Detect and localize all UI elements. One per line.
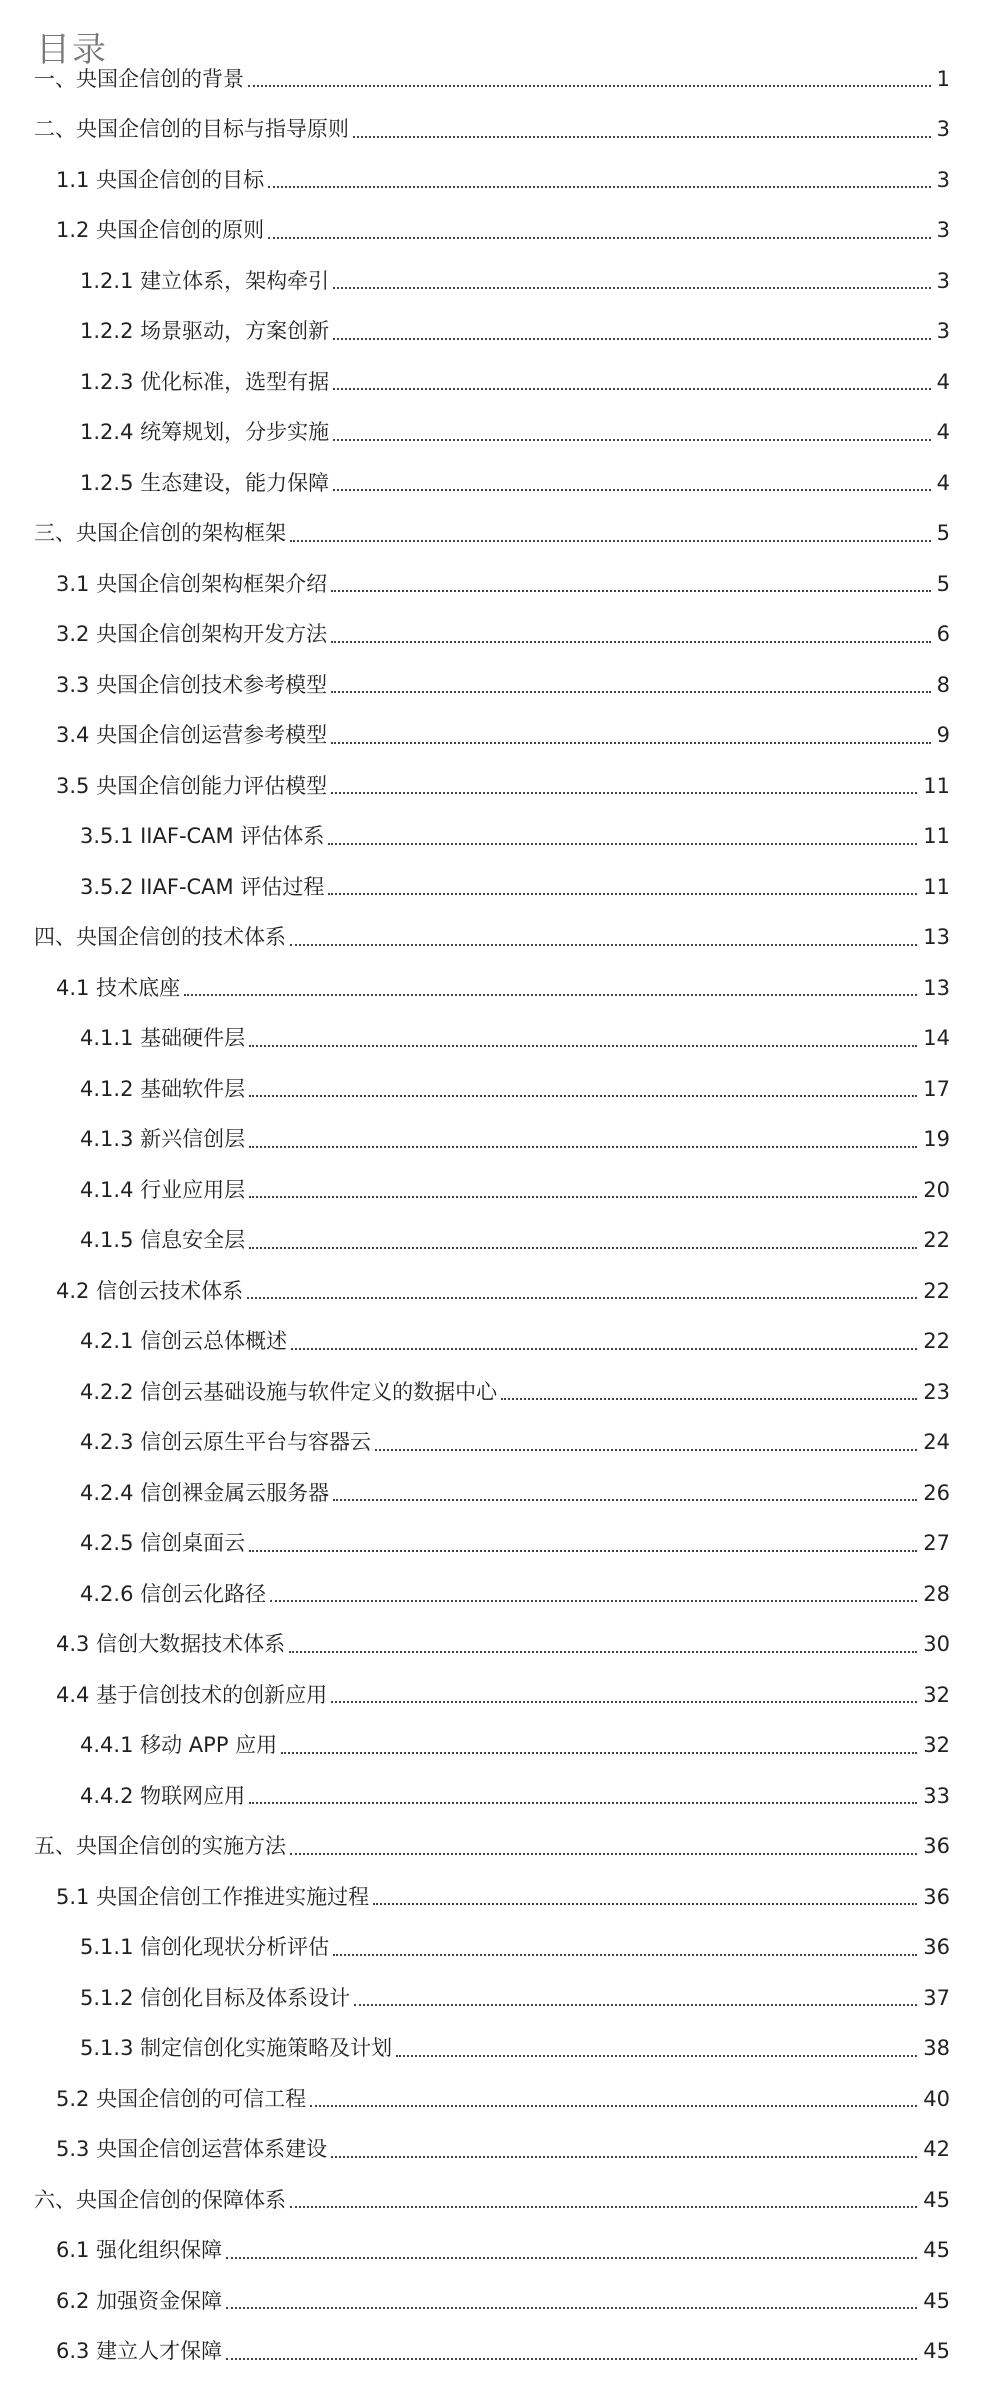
toc-entry[interactable] xyxy=(0,2074,982,2125)
toc-entry-title: 4.1.2 基础软件层 xyxy=(80,1076,246,1101)
toc-leader-dots xyxy=(270,1600,917,1602)
toc-leader-dots xyxy=(328,893,917,895)
toc-leader-dots xyxy=(290,2206,917,2208)
toc-leader-dots xyxy=(226,2358,917,2360)
toc-entry-title: 3.2 央国企信创架构开发方法 xyxy=(56,622,328,647)
toc-entry[interactable] xyxy=(0,1418,982,1469)
toc-entry[interactable] xyxy=(0,408,982,459)
toc-entry[interactable] xyxy=(0,2327,982,2378)
toc-page-number: 5 xyxy=(936,571,950,596)
toc-entry-title: 3.1 央国企信创架构框架介绍 xyxy=(56,571,328,596)
toc-leader-dots xyxy=(333,1954,917,1956)
toc-entry-title: 三、央国企信创的架构框架 xyxy=(34,521,286,546)
toc-page-number: 8 xyxy=(936,672,950,697)
toc-entry[interactable] xyxy=(0,2276,982,2327)
toc-page-number: 36 xyxy=(923,1834,950,1859)
toc-entry-title: 二、央国企信创的目标与指导原则 xyxy=(34,117,349,142)
toc-leader-dots xyxy=(249,1045,917,1047)
toc-leader-dots xyxy=(249,1196,917,1198)
toc-page-number: 3 xyxy=(936,218,950,243)
toc-entry-title: 五、央国企信创的实施方法 xyxy=(34,1834,286,1859)
toc-entry[interactable] xyxy=(0,761,982,812)
toc-leader-dots xyxy=(354,2004,917,2006)
toc-entry[interactable] xyxy=(0,1771,982,1822)
toc-page-number: 13 xyxy=(923,975,950,1000)
toc-leader-dots xyxy=(249,1146,917,1148)
toc-leader-dots xyxy=(290,944,917,946)
toc-leader-dots xyxy=(226,2257,917,2259)
toc-entry-title: 4.1.5 信息安全层 xyxy=(80,1228,246,1253)
toc-entry[interactable] xyxy=(0,1266,982,1317)
toc-page-number: 5 xyxy=(936,521,950,546)
toc-entry-title: 4.1.1 基础硬件层 xyxy=(80,1026,246,1051)
toc-entry-title: 4.2.3 信创云原生平台与容器云 xyxy=(80,1430,372,1455)
toc-entry-title: 4.2.5 信创桌面云 xyxy=(80,1531,246,1556)
toc-entry[interactable] xyxy=(0,1115,982,1166)
toc-page-number: 6 xyxy=(936,622,950,647)
toc-leader-dots xyxy=(333,338,931,340)
toc-entry-title: 3.4 央国企信创运营参考模型 xyxy=(56,723,328,748)
toc-page-number: 32 xyxy=(923,1733,950,1758)
toc-leader-dots xyxy=(291,1348,917,1350)
toc-page-number: 4 xyxy=(936,369,950,394)
toc-entry-title: 1.2 央国企信创的原则 xyxy=(56,218,265,243)
toc-entry-title: 5.1 央国企信创工作推进实施过程 xyxy=(56,1884,370,1909)
toc-page-number: 36 xyxy=(923,1935,950,1960)
toc-entry-title: 4.1 技术底座 xyxy=(56,975,181,1000)
toc-leader-dots xyxy=(375,1449,917,1451)
toc-entry[interactable] xyxy=(0,913,982,964)
toc-entry[interactable] xyxy=(0,1317,982,1368)
toc-entry-title: 4.1.3 新兴信创层 xyxy=(80,1127,246,1152)
toc-page-number: 11 xyxy=(923,824,950,849)
toc-page-number: 27 xyxy=(923,1531,950,1556)
toc-entry[interactable] xyxy=(0,2175,982,2226)
toc-leader-dots xyxy=(289,1651,917,1653)
toc-leader-dots xyxy=(290,540,931,542)
toc-entry-title: 5.2 央国企信创的可信工程 xyxy=(56,2086,307,2111)
toc-entry[interactable] xyxy=(0,54,982,105)
toc-list xyxy=(0,54,982,2377)
toc-entry[interactable] xyxy=(0,1569,982,1620)
toc-entry-title: 5.3 央国企信创运营体系建设 xyxy=(56,2137,328,2162)
toc-title: 目录 xyxy=(36,30,108,70)
toc-entry[interactable] xyxy=(0,862,982,913)
toc-page-number: 32 xyxy=(923,1682,950,1707)
toc-entry[interactable] xyxy=(0,2226,982,2277)
toc-entry[interactable] xyxy=(0,1014,982,1065)
toc-entry-title: 4.2.4 信创裸金属云服务器 xyxy=(80,1480,330,1505)
toc-page-number: 11 xyxy=(923,874,950,899)
toc-page-number: 19 xyxy=(923,1127,950,1152)
toc-page-number: 37 xyxy=(923,1985,950,2010)
toc-leader-dots xyxy=(373,1903,917,1905)
toc-entry-title: 3.3 央国企信创技术参考模型 xyxy=(56,672,328,697)
toc-page-number: 22 xyxy=(923,1329,950,1354)
toc-leader-dots xyxy=(333,489,931,491)
toc-entry[interactable] xyxy=(0,2024,982,2075)
toc-entry-title: 一、央国企信创的背景 xyxy=(34,66,244,91)
toc-entry-title: 4.4.1 移动 APP 应用 xyxy=(80,1733,278,1758)
toc-entry[interactable] xyxy=(0,1367,982,1418)
toc-leader-dots xyxy=(328,843,917,845)
toc-page-number: 38 xyxy=(923,2036,950,2061)
toc-leader-dots xyxy=(333,287,931,289)
toc-page-number: 1 xyxy=(936,66,950,91)
toc-page-number: 26 xyxy=(923,1480,950,1505)
toc-entry[interactable] xyxy=(0,1519,982,1570)
toc-entry[interactable] xyxy=(0,711,982,762)
toc-leader-dots xyxy=(310,2105,917,2107)
toc-page-number: 14 xyxy=(923,1026,950,1051)
toc-entry[interactable] xyxy=(0,509,982,560)
toc-entry-title: 4.2.6 信创云化路径 xyxy=(80,1581,267,1606)
toc-leader-dots xyxy=(396,2055,917,2057)
toc-page-number: 3 xyxy=(936,268,950,293)
toc-entry[interactable] xyxy=(0,357,982,408)
toc-leader-dots xyxy=(248,85,931,87)
toc-entry[interactable] xyxy=(0,1923,982,1974)
toc-entry-title: 六、央国企信创的保障体系 xyxy=(34,2187,286,2212)
toc-entry-title: 1.2.4 统筹规划，分步实施 xyxy=(80,420,330,445)
toc-page-number: 45 xyxy=(923,2238,950,2263)
toc-entry[interactable] xyxy=(0,2125,982,2176)
toc-entry-title: 四、央国企信创的技术体系 xyxy=(34,925,286,950)
toc-page-number: 24 xyxy=(923,1430,950,1455)
toc-leader-dots xyxy=(249,1095,917,1097)
toc-entry-title: 6.3 建立人才保障 xyxy=(56,2339,223,2364)
toc-entry[interactable] xyxy=(0,1064,982,1115)
toc-entry-title: 3.5.2 IIAF-CAM 评估过程 xyxy=(80,874,325,899)
toc-page-number: 3 xyxy=(936,117,950,142)
toc-page-number: 17 xyxy=(923,1076,950,1101)
toc-page-number: 45 xyxy=(923,2288,950,2313)
toc-page-number: 23 xyxy=(923,1379,950,1404)
toc-leader-dots xyxy=(226,2307,917,2309)
toc-entry[interactable] xyxy=(0,812,982,863)
toc-entry-title: 1.2.1 建立体系，架构牵引 xyxy=(80,268,330,293)
toc-entry-title: 1.1 央国企信创的目标 xyxy=(56,167,265,192)
toc-entry-title: 1.2.2 场景驱动，方案创新 xyxy=(80,319,330,344)
toc-page-number: 28 xyxy=(923,1581,950,1606)
toc-page-number: 33 xyxy=(923,1783,950,1808)
toc-page-number: 20 xyxy=(923,1177,950,1202)
toc-entry[interactable] xyxy=(0,1721,982,1772)
toc-leader-dots xyxy=(333,1499,917,1501)
toc-leader-dots xyxy=(247,1297,917,1299)
toc-leader-dots xyxy=(184,994,917,996)
toc-entry-title: 4.4 基于信创技术的创新应用 xyxy=(56,1682,328,1707)
toc-entry-title: 4.2 信创云技术体系 xyxy=(56,1278,244,1303)
toc-page-number: 30 xyxy=(923,1632,950,1657)
toc-leader-dots xyxy=(353,136,931,138)
toc-leader-dots xyxy=(331,590,931,592)
toc-leader-dots xyxy=(290,1853,917,1855)
toc-entry-title: 4.4.2 物联网应用 xyxy=(80,1783,246,1808)
toc-entry-title: 6.2 加强资金保障 xyxy=(56,2288,223,2313)
toc-entry-title: 4.2.1 信创云总体概述 xyxy=(80,1329,288,1354)
toc-page-number: 4 xyxy=(936,420,950,445)
toc-leader-dots xyxy=(268,237,931,239)
toc-entry-title: 1.2.5 生态建设，能力保障 xyxy=(80,470,330,495)
toc-leader-dots xyxy=(249,1802,917,1804)
toc-entry[interactable] xyxy=(0,206,982,257)
toc-leader-dots xyxy=(333,439,931,441)
toc-leader-dots xyxy=(331,691,931,693)
toc-page-number: 3 xyxy=(936,167,950,192)
toc-page-number: 22 xyxy=(923,1228,950,1253)
toc-leader-dots xyxy=(281,1752,917,1754)
toc-page-number: 9 xyxy=(936,723,950,748)
toc-page-number: 4 xyxy=(936,470,950,495)
toc-leader-dots xyxy=(268,186,931,188)
toc-leader-dots xyxy=(501,1398,917,1400)
toc-entry[interactable] xyxy=(0,610,982,661)
toc-page-number: 11 xyxy=(923,773,950,798)
toc-entry[interactable] xyxy=(0,105,982,156)
toc-leader-dots xyxy=(249,1550,917,1552)
toc-entry[interactable] xyxy=(0,559,982,610)
toc-leader-dots xyxy=(331,2156,917,2158)
toc-leader-dots xyxy=(331,641,931,643)
toc-entry[interactable] xyxy=(0,660,982,711)
toc-leader-dots xyxy=(331,792,917,794)
toc-entry[interactable] xyxy=(0,155,982,206)
toc-entry[interactable] xyxy=(0,1468,982,1519)
toc-page-number: 40 xyxy=(923,2086,950,2111)
toc-page-number: 36 xyxy=(923,1884,950,1909)
toc-page-number: 3 xyxy=(936,319,950,344)
toc-page-number: 13 xyxy=(923,925,950,950)
toc-leader-dots xyxy=(249,1247,917,1249)
toc-entry[interactable] xyxy=(0,458,982,509)
toc-leader-dots xyxy=(331,742,931,744)
toc-entry-title: 3.5 央国企信创能力评估模型 xyxy=(56,773,328,798)
toc-leader-dots xyxy=(333,388,931,390)
toc-entry[interactable] xyxy=(0,1872,982,1923)
toc-entry-title: 6.1 强化组织保障 xyxy=(56,2238,223,2263)
toc-entry-title: 5.1.1 信创化现状分析评估 xyxy=(80,1935,330,1960)
toc-entry[interactable] xyxy=(0,1165,982,1216)
toc-entry[interactable] xyxy=(0,1216,982,1267)
toc-entry[interactable] xyxy=(0,1620,982,1671)
toc-page-number: 22 xyxy=(923,1278,950,1303)
toc-entry-title: 4.3 信创大数据技术体系 xyxy=(56,1632,286,1657)
toc-page-number: 42 xyxy=(923,2137,950,2162)
toc-entry-title: 3.5.1 IIAF-CAM 评估体系 xyxy=(80,824,325,849)
toc-entry[interactable] xyxy=(0,1670,982,1721)
toc-entry-title: 4.1.4 行业应用层 xyxy=(80,1177,246,1202)
toc-entry[interactable] xyxy=(0,1973,982,2024)
toc-entry[interactable] xyxy=(0,1822,982,1873)
toc-entry[interactable] xyxy=(0,256,982,307)
toc-entry-title: 4.2.2 信创云基础设施与软件定义的数据中心 xyxy=(80,1379,498,1404)
toc-entry-title: 5.1.2 信创化目标及体系设计 xyxy=(80,1985,351,2010)
toc-entry[interactable] xyxy=(0,307,982,358)
toc-entry-title: 5.1.3 制定信创化实施策略及计划 xyxy=(80,2036,393,2061)
toc-leader-dots xyxy=(331,1701,917,1703)
toc-page-number: 45 xyxy=(923,2187,950,2212)
toc-entry[interactable] xyxy=(0,963,982,1014)
toc-entry-title: 1.2.3 优化标准，选型有据 xyxy=(80,369,330,394)
toc-page-number: 45 xyxy=(923,2339,950,2364)
